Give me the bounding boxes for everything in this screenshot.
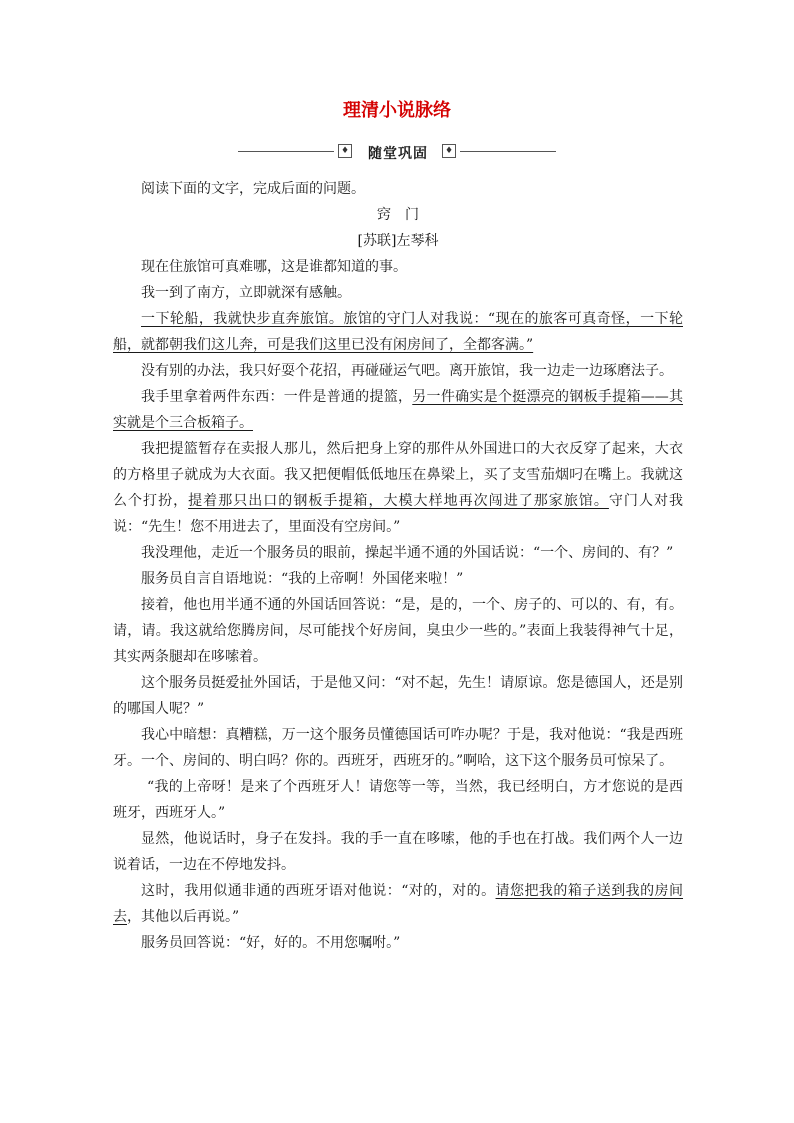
text-run: 守门人对我说：“先生！您不用进去了，里面没有空房间。” xyxy=(113,493,684,535)
paragraph: 显然，他说话时，身子在发抖。我的手一直在哆嗦，他的手也在打战。我们两个人一边说着话，一边在不停地发抖。 xyxy=(113,831,683,873)
paragraph: “我的上帝呀！是来了个西班牙人！请您等一等，当然，我已经明白，方才您说的是西班牙，西班牙人。” xyxy=(113,779,683,821)
divider-line-right xyxy=(460,151,556,152)
paragraph: 服务员自言自语地说：“我的上帝啊！外国佬来啦！” xyxy=(141,571,464,587)
paragraph: 这个服务员挺爱扯外国话，于是他又问：“对不起，先生！请原谅。您是德国人，还是别的哪国人呢？” xyxy=(113,675,683,717)
paragraph: 接着，他也用半通不通的外国话回答说：“是，是的，一个、房子的、可以的、有，有。请，请。我这就给您腾房间，尽可能找个好房间，臭虫少一些的。”表面上我装得神气十足，其实两条腿却在哆嗦着。 xyxy=(113,597,683,665)
section-label: 随堂巩固 xyxy=(368,146,428,162)
instructions: 阅读下面的文字，完成后面的问题。 xyxy=(141,181,365,197)
ornament-icon: ♦ xyxy=(442,144,456,158)
paragraph xyxy=(113,878,683,930)
text-run: 这时，我用似通非通的西班牙语对他说：“对的，对的。 xyxy=(141,883,496,899)
text-run: 我手里拿着两件东西：一件是普通的提篮， xyxy=(141,389,413,405)
paragraph-underlined xyxy=(113,306,683,358)
ornament-icon: ♦ xyxy=(338,144,352,158)
page-title: 理清小说脉络 xyxy=(343,100,451,121)
section-divider xyxy=(238,143,556,161)
paragraph: 现在住旅馆可真难哪，这是谁都知道的事。 xyxy=(141,259,407,275)
paragraph: 服务员回答说：“好，好的。不用您嘱咐。” xyxy=(141,935,401,951)
story-title: 窍 门 xyxy=(377,207,419,223)
paragraph: 我心中暗想：真糟糕，万一这个服务员懂德国话可咋办呢？于是，我对他说：“我是西班牙。一个、房间的、明白吗？你的。西班牙，西班牙的。”啊哈，这下这个服务员可惊呆了。 xyxy=(113,727,683,769)
paragraph xyxy=(113,384,683,436)
text-run: 我把提篮暂存在卖报人那儿，然后把身上穿的那件从外国进口的大衣反穿了起来，大衣的方格里子就成为大衣面。我又把便帽低低地压在鼻梁上，买了支雪茄烟叼在嘴上。我就这么个打扮， xyxy=(113,441,683,509)
underlined-text: 一下轮船，我就快步直奔旅馆。旅馆的守门人对我说：“现在的旅客可真奇怪，一下轮船，就都朝我们这儿奔，可是我们这里已没有闲房间了，全都客满。” xyxy=(113,311,683,353)
story-author: [苏联]左琴科 xyxy=(357,233,439,249)
underlined-text: 提着那只出口的钢板手提箱，大模大样地再次闯进了那家旅馆。 xyxy=(188,493,609,509)
underlined-text: 请您把我的箱子送到我的房间去 xyxy=(113,883,684,925)
paragraph: 我一到了南方，立即就深有感触。 xyxy=(141,285,351,301)
paragraph xyxy=(113,436,683,540)
text-run: ，其他以后再说。” xyxy=(127,909,240,925)
divider-line-left xyxy=(238,151,334,152)
article-body xyxy=(113,176,683,956)
paragraph: 我没理他，走近一个服务员的眼前，操起半通不通的外国话说：“一个、房间的、有？” xyxy=(141,545,674,561)
paragraph: 没有别的办法，我只好耍个花招，再碰碰运气吧。离开旅馆，我一边走一边琢磨法子。 xyxy=(141,363,673,379)
underlined-text: 另一件确实是个挺漂亮的钢板手提箱——其实就是个三合板箱子。 xyxy=(113,389,684,431)
